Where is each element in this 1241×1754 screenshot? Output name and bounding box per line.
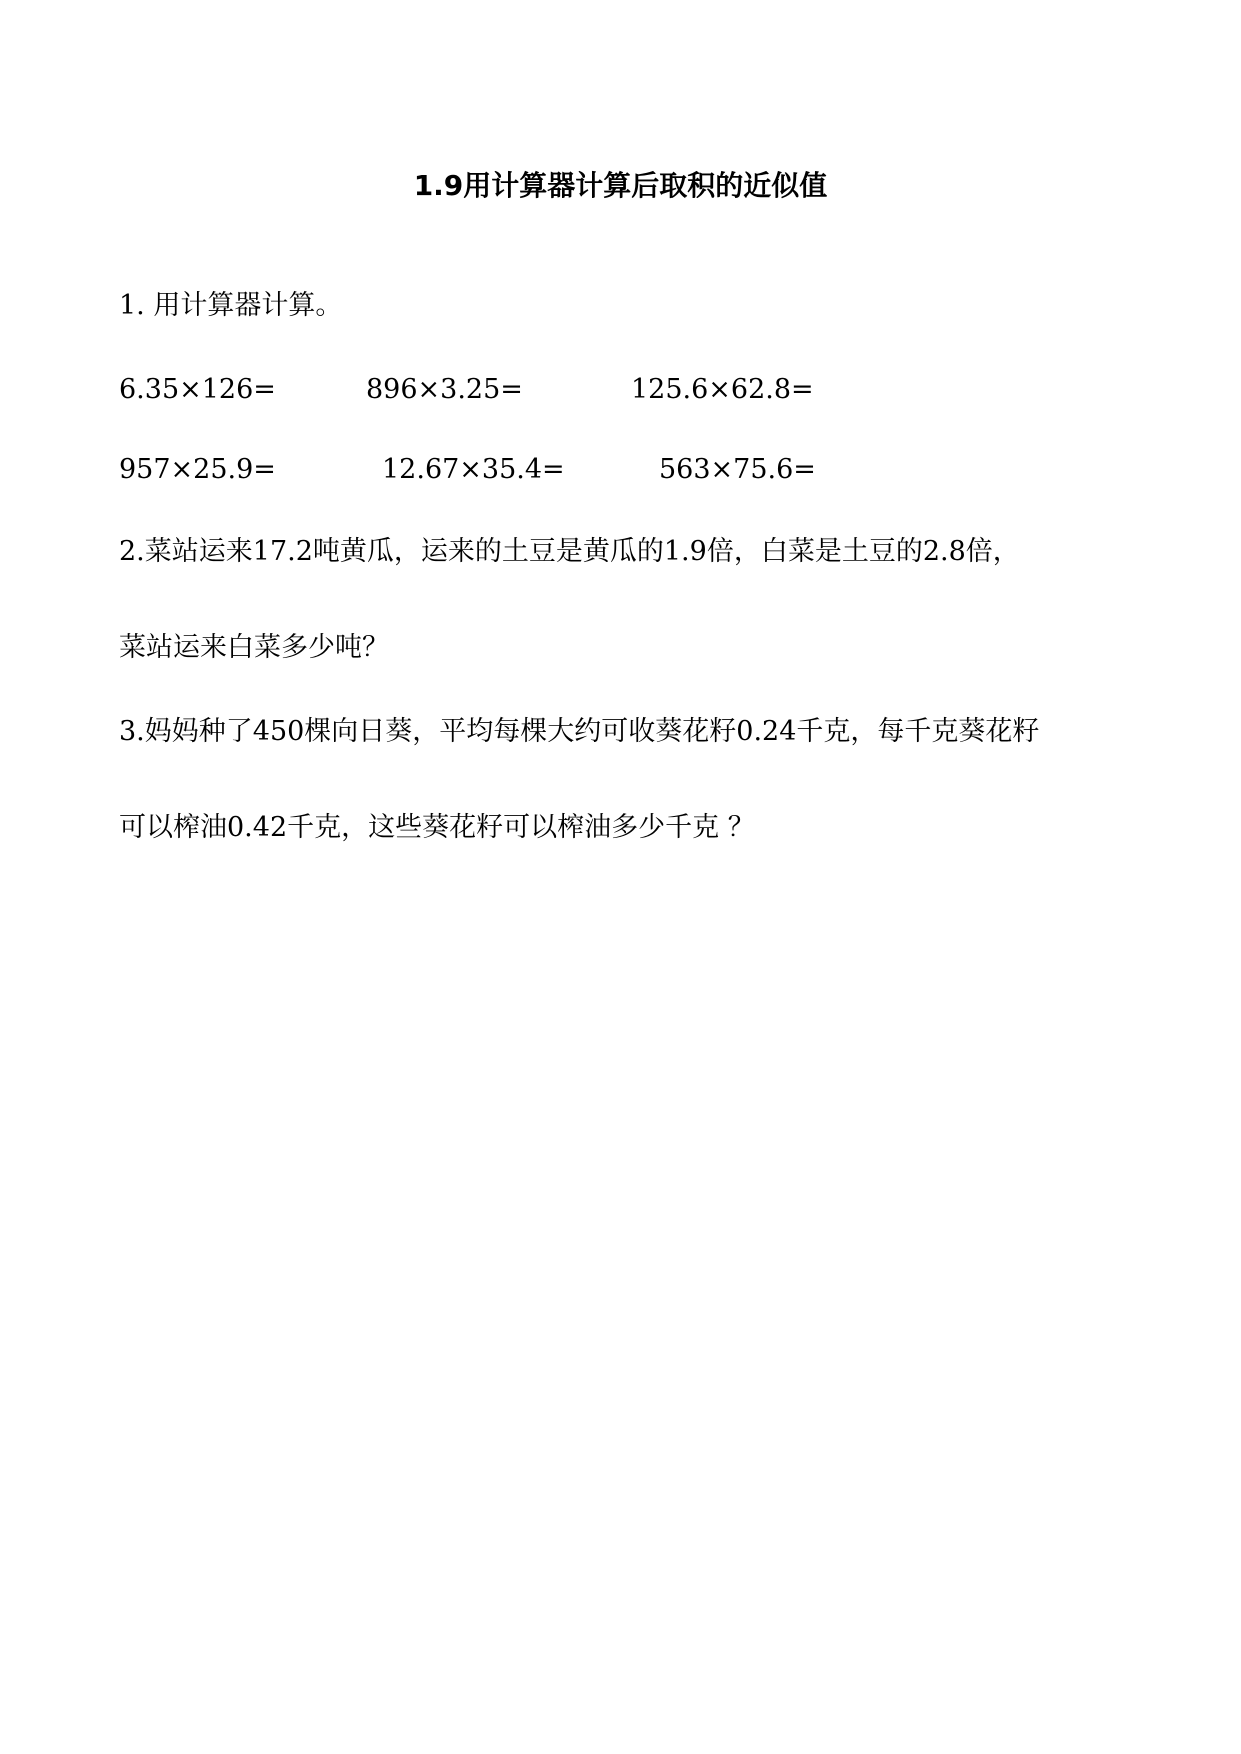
expression: 6.35×126= [119,374,276,405]
page-title: 1.9用计算器计算后取积的近似值 [413,169,828,202]
question-2-line-1: 2.菜站运来17.2吨黄瓜，运来的土豆是黄瓜的1.9倍，白菜是土豆的2.8倍， [119,536,1020,567]
expression: 896×3.25= [366,374,523,405]
question-3-line-1: 3.妈妈种了450棵向日葵，平均每棵大约可收葵花籽0.24千克，每千克葵花籽 [119,716,1040,747]
expression: 125.6×62.8= [631,374,814,405]
expression: 12.67×35.4= [382,454,565,485]
expression: 563×75.6= [659,454,816,485]
question-1-heading: 1. 用计算器计算。 [119,290,343,321]
question-3-line-2: 可以榨油0.42千克，这些葵花籽可以榨油多少千克 ？ [119,812,755,843]
expression: 957×25.9= [119,454,276,485]
question-2-line-2: 菜站运来白菜多少吨？ [119,632,389,663]
